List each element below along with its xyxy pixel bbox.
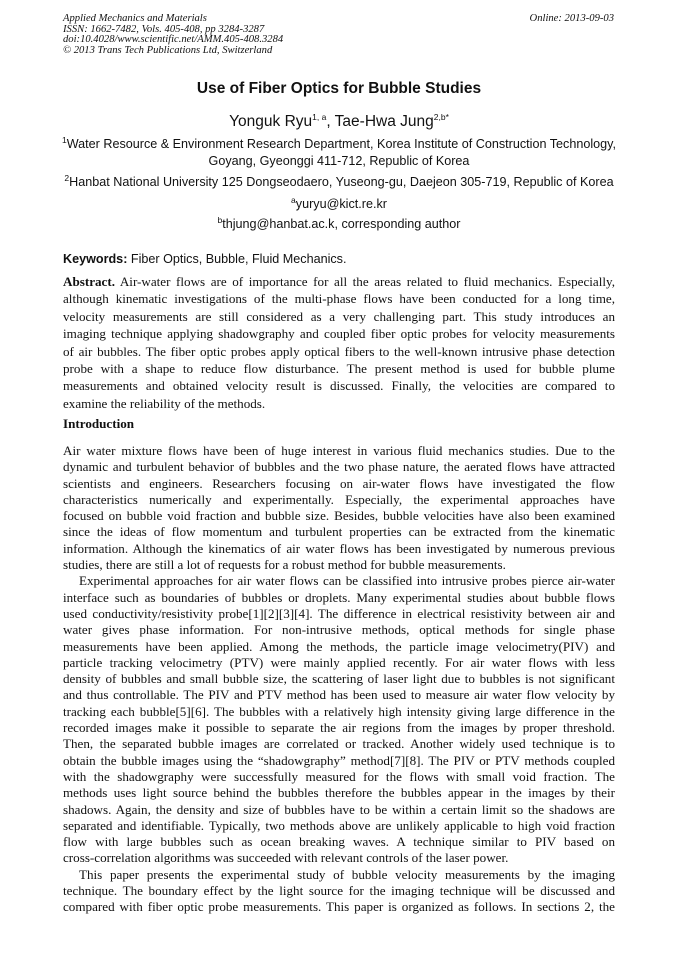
paragraph-line: separated and identifiable. Typically, two methods above are unlikely applicable to high void fraction [63,817,615,833]
paragraph [63,443,615,573]
paragraph-line: recorded images make it possible to separate the air regions from the images by proper threshold. [63,720,615,736]
doi: doi:10.4028/www.scientific.net/AMM.405-408.3284 [63,34,284,46]
paragraph-line: studies, there are still a lot of requests for a robust method for bubble measurements. [63,557,506,573]
abstract-line [63,395,615,412]
abstract-line-text: examine the reliability of the methods. [63,395,266,411]
email-text: yuryu@kict.re.kr [295,197,387,211]
paragraph-line: Then, the separated bubble images are correlated or tracked. Another widely used technique is to [63,736,615,752]
issn: ISSN: 1662-7482, Vols. 405-408, pp 3284-3287 [63,23,265,35]
author-sup: 2,b* [433,111,449,122]
abstract-line-text: probe with a shape to reduce flow disturbance. The present method is used for bubble plume [63,360,615,376]
abstract-line [63,343,615,360]
paragraph [63,573,615,866]
affiliation-sup: 1 [62,134,67,145]
section-heading-introduction: Introduction [63,416,135,431]
paragraph-line: Experimental approaches for air water flows can be classified into intrusive probes pierce air-water [79,573,615,589]
paragraph-line: particle tracking velocimetry (PTV) were mainly applied recently. For air water flows with less [63,654,615,670]
affiliation-line: Water Resource & Environment Research Department, Korea Institute of Construction Technology, [66,137,616,151]
paragraph-line: water gives phase information. For non-intrusive methods, optical methods for single phase [63,622,615,638]
paragraph-line: This paper presents the experimental study of bubble velocity measurements by the imaging [79,866,615,882]
email-sup: b [217,214,223,225]
abstract-line-text: Air-water flows are of importance for all the areas related to fluid mechanics. Especially, [119,274,615,289]
affiliation-sup: 2 [64,172,70,183]
author-name: Tae-Hwa Jung [334,113,434,130]
paragraph-line: scientists and engineers. Researchers focusing on air-water flows have investigated the flow [63,475,615,491]
online-date: Online: 2013-09-03 [529,13,614,24]
journal-header [63,14,283,56]
keywords-label: Keywords: [63,252,128,266]
paragraph-line: Air water mixture flows have been of huge interest in various fluid mechanics studies. Due to the [63,443,615,458]
abstract-line [63,308,615,325]
paper-title: Use of Fiber Optics for Bubble Studies [196,80,482,97]
abstract-label: Abstract. [63,274,115,289]
journal-name: Applied Mechanics and Materials [63,13,207,24]
email-sup: a [291,194,296,205]
abstract-line [63,377,615,394]
paragraph-line: technique. The boundary effect by the light source for the imaging technique will be discussed and [63,883,615,899]
abstract [63,273,615,412]
paragraph-line: tracking each bubble[5][6]. The bubbles with a relatively high intensity giving large difference in the [63,703,615,719]
affiliation-line: Hanbat National University 125 Dongseodaero, Yuseong-gu, Daejeon 305-719, Republic of Korea [69,175,614,189]
email-b [50,216,628,233]
paragraph-line: with the shadowgraphy were successfully measured for the flows with small void fraction. The [63,768,615,784]
abstract-line [63,325,615,342]
abstract-line-text: measurements and obtained velocity result is discussed. Finally, the velocities are compared to [63,378,615,394]
keywords-text: Fiber Optics, Bubble, Fluid Mechanics. [130,252,347,266]
paragraph-line: obtain the bubble images using the “shadowgraphy” method[7][8]. The PIV or PTV methods coupled [63,752,615,768]
paragraph-line: compared with fiber optic probe measurements. This paper is organized as follows. In sections 2, the [63,899,615,915]
affiliation-2 [50,174,628,191]
paragraph-line: and thus controllable. The PIV and PTV method has been used to measure air water flow velocity by [63,687,615,703]
paragraph-line: information. Although the kinematics of air water flows has been investigated by numerous previous [63,540,615,556]
affiliation-1 [50,136,628,170]
abstract-line [63,360,615,377]
introduction-body [63,443,615,916]
email-a [50,196,628,213]
paragraph-line: measurements have been applied. Among the methods, the particle image velocimetry(PIV) and [63,638,615,654]
copyright: © 2013 Trans Tech Publications Ltd, Switzerland [63,44,273,56]
paragraph-line: used conductivity/resistivity probe[1][2][3][4]. The difference in electrical resistivity between air and [63,605,615,621]
paragraph-line: characteristics numerically and experimentally. Especially, the experimental approaches have [63,491,615,507]
paragraph-line: methods uses light source behind the bubbles therefore the bubbles appear in the images by their [63,785,615,801]
author-name: Yonguk Ryu [229,113,313,130]
paragraph-line: cross-correlation algorithms was succeeded with relevant controls of the laser power. [63,850,509,866]
author-sup: 1, a [312,111,327,122]
abstract-line [63,273,615,290]
abstract-line [63,290,615,307]
abstract-line-text: velocity measurements are still considered as a very challenging part. This study introduces an [63,308,615,324]
paragraph-line: density of bubbles and small bubble size, the scattering of laser light due to bubbles is not significant [63,671,615,687]
paragraph-line: focused on bubble void fraction and bubble size. Besides, bubble velocities have also been examined [63,508,615,524]
authors [0,113,678,131]
paragraph-line: dynamic and turbulent behavior of bubbles and the two phase nature, the aerated flows have attracted [63,459,615,475]
keywords [63,252,346,266]
abstract-line-text: imaging technique applying shadowgraphy and coupled fiber optic probes for velocity measurements [63,326,615,342]
abstract-line-text: of air bubbles. The fiber optic probes apply optical fibers to the well-known intrusive phase detection [63,343,615,359]
paragraph-line: since the ideas of flow momentum and turbulent properties can be extracted from the kinematic [63,524,615,540]
paragraph-line: shadows. Again, the density and size of bubbles have to be within a certain limit so the shadows are [63,801,615,817]
paragraph-line: flow with large bubbles such as ocean breaking waves. A technique similar to PIV based on [63,834,615,850]
author-separator: , [326,113,335,130]
email-text: thjung@hanbat.ac.k, corresponding author [222,217,461,231]
affiliation-line: Goyang, Gyeonggi 411-712, Republic of Korea [208,154,470,168]
paragraph-line: interface such as boundaries of bubbles or droplets. Many experimental studies about bubble flows [63,589,615,605]
abstract-line-text: although kinematic investigations of the multi-phase flows have been conducted for a long time, [63,291,615,307]
paragraph [63,867,615,916]
